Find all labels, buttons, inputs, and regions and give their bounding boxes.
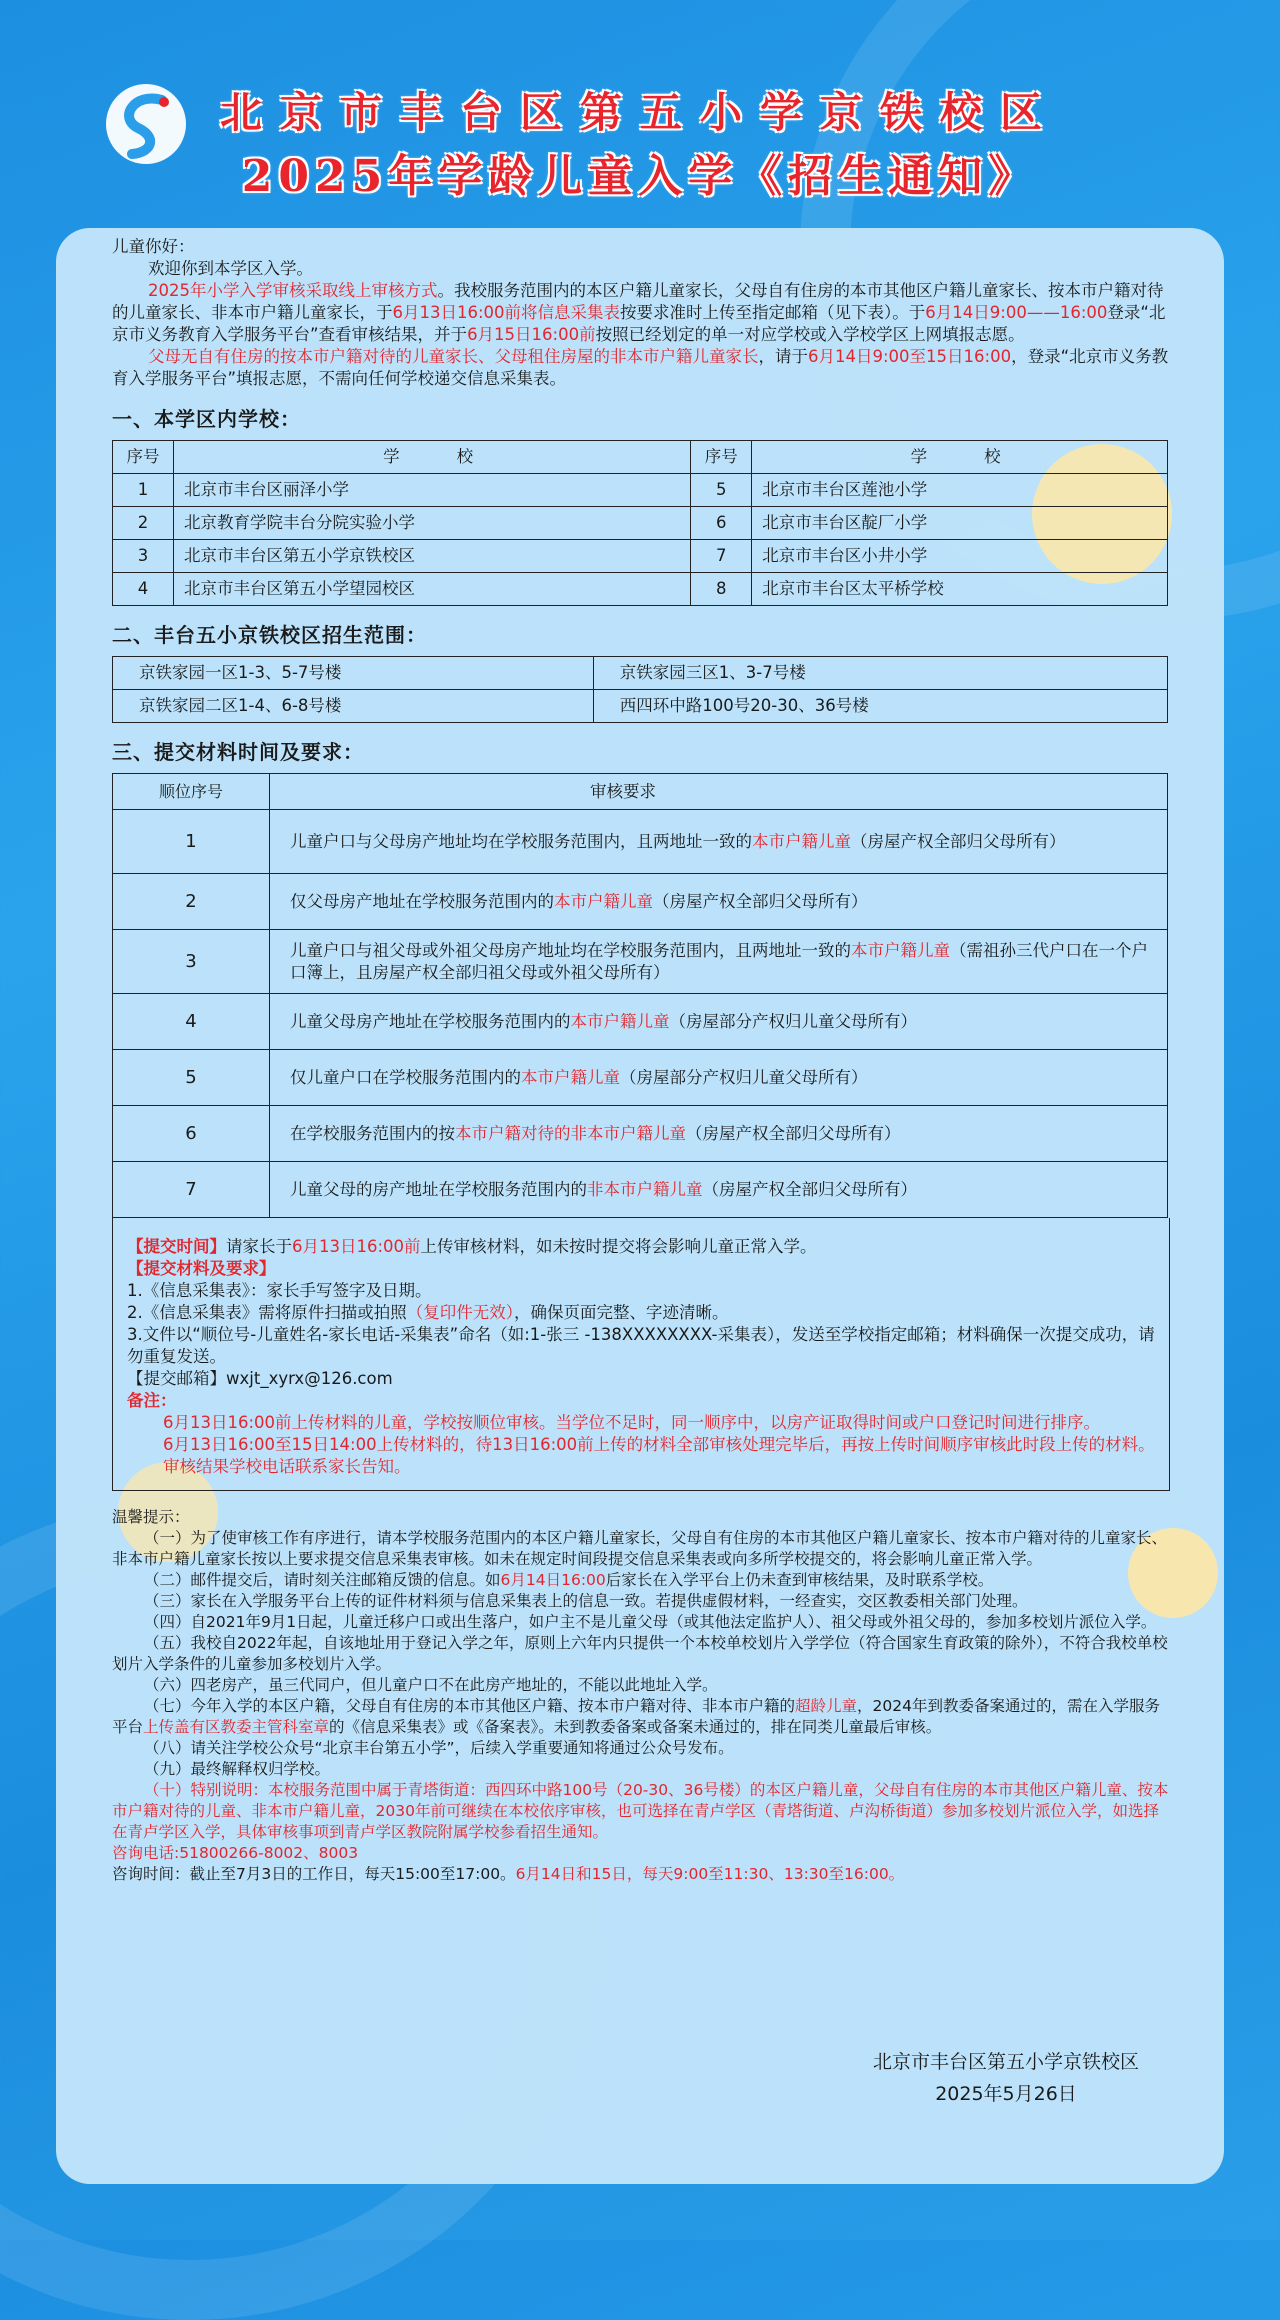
tip-item [112,1696,1172,1738]
req-text: 仅父母房产地址在学校服务范围内的 [290,891,554,911]
table-header-row [113,774,1168,810]
intro-text: 按照已经划定的单一对应学校或入学校学区上网填报志愿。 [595,325,1025,344]
req-highlight: 本市户籍儿童 [554,891,653,911]
welcome-line: 欢迎你到本学区入学。 [148,259,313,278]
highlight: 超龄儿童 [795,1697,858,1715]
signature [848,2046,1164,2110]
submit-time [127,1236,1155,1258]
highlight: （复印件无效） [406,1303,514,1322]
tip-item: （九）最终解释权归学校。 [144,1760,331,1778]
material-item: 1.《信息采集表》：家长手写签字及日期。 [127,1281,432,1300]
text: 2.《信息采集表》需将原件扫描或拍照 [127,1303,407,1322]
signature-org: 北京市丰台区第五小学京铁校区 [872,2051,1139,2073]
intro-highlight: 6月14日9:00——16:00 [925,303,1108,322]
intro-text: ，登录“北京市义务教育入学服务平台”填报志愿，不需向任何学校递交信息采集表。 [112,347,1169,388]
remark-label: 备注： [127,1391,177,1410]
table-row [113,507,1168,540]
table-cell: 2 [113,507,174,540]
text: ，确保页面完整、字迹清晰。 [514,1303,729,1322]
table-cell: 北京市丰台区靛厂小学 [752,507,1168,540]
text: 的《信息采集表》或《备案表》。未到教委备案或备案未通过的，排在同类儿童最后审核。 [329,1718,942,1736]
req-text: 儿童户口与祖父母或外祖父母房产地址均在学校服务范围内，且两地址一致的 [290,940,851,960]
column-header: 顺位序号 [113,774,270,810]
intro-text: 按要求准时上传至指定邮箱（见下表）。于 [620,303,926,322]
submission-notes [112,1218,1170,1491]
tip-item: （十）特别说明：本校服务范围中属于青塔街道：西四环中路100号（20-30、36号楼）的本区户籍儿童，父母自有住房的本市其他区户籍儿童、按本市户籍对待的儿童、非本市户籍儿童，2030年前可继续在本校依序审核，也可选择在青卢学区（青塔街道、卢沟桥街道）参加多校划片派位入学，如选择在青卢学区入学，具体审核事项到青卢学区教院附属学校参看招生通知。 [112,1781,1169,1841]
req-text: （房屋产权全部归父母所有） [686,1123,901,1143]
intro-highlight: 6月15日16:00前 [467,325,596,344]
table-row [113,1050,1168,1106]
table-row [113,474,1168,507]
req-text: （房屋部分产权归儿童父母所有） [669,1011,917,1031]
req-text: （房屋产权全部归父母所有） [653,891,868,911]
req-highlight: 本市户籍对待的非本市户籍儿童 [455,1123,686,1143]
table-cell: 5 [113,1050,270,1106]
column-header: 审核要求 [270,774,1168,810]
schools-table [112,440,1168,606]
req-text: （房屋产权全部归父母所有） [851,831,1066,851]
intro-highlight: 父母无自有住房的按本市户籍对待的儿童家长、父母租住房屋的非本市户籍儿童家长 [148,347,759,366]
notice-content [112,236,1172,1885]
table-cell: 3 [113,930,270,994]
column-header: 序号 [113,441,174,474]
table-cell: 西四环中路100号20-30、36号楼 [593,690,1167,723]
intro-text: 登录“北京市义务教育入学服务平台”查看审核结果，并于 [112,303,1166,344]
remark-item: 6月13日16:00前上传材料的儿童，学校按顺位审核。当学位不足时，同一顺序中，以房产证取得时间或户口登记时间进行排序。 [163,1413,1101,1432]
table-row [113,540,1168,573]
intro-highlight: 6月14日9:00至15日16:00 [808,347,1012,366]
page-subtitle: 2025年学龄儿童入学《招生通知》 [241,151,1039,202]
highlight: 6月13日16:00前 [292,1237,421,1256]
table-row [113,690,1168,723]
tip-item: （四）自2021年9月1日起，儿童迁移户口或出生落户，如户主不是儿童父母（或其他法定监护人）、祖父母或外祖父母的，参加多校划片派位入学。 [144,1613,1157,1631]
text: 请家长于 [226,1237,292,1256]
intro-paragraph-2 [112,346,1172,390]
intro-paragraph-1 [112,280,1172,346]
column-header: 序号 [691,441,752,474]
table-cell: 北京市丰台区第五小学京铁校区 [174,540,691,573]
intro-text: ，请于 [758,347,808,366]
table-row [113,657,1168,690]
req-text: 儿童户口与父母房产地址均在学校服务范围内，且两地址一致的 [290,831,752,851]
tip-item [112,1570,1172,1591]
highlight: 6月14日和15日，每天9:00至11:30、13:30至16:00。 [515,1865,905,1883]
table-cell: 北京市丰台区莲池小学 [752,474,1168,507]
table-cell: 5 [691,474,752,507]
range-table [112,656,1168,723]
table-cell: 1 [113,810,270,874]
req-highlight: 本市户籍儿童 [851,940,950,960]
signature-date: 2025年5月26日 [935,2083,1077,2105]
table-row [113,874,1168,930]
req-text: （需祖孙三代户口在一个户口簿上，且房屋产权全部归祖父母或外祖父母所有） [290,940,1148,982]
table-cell [270,1050,1168,1106]
table-cell [270,1162,1168,1218]
text: （七）今年入学的本区户籍，父母自有住房的本市其他区户籍、按本市户籍对待、非本市户籍的 [144,1697,796,1715]
material-item [127,1302,1155,1324]
column-header: 学 校 [752,441,1168,474]
table-cell: 6 [691,507,752,540]
table-cell: 2 [113,874,270,930]
req-highlight: 本市户籍儿童 [752,831,851,851]
table-cell [270,810,1168,874]
priority-table [112,773,1168,1218]
table-cell: 8 [691,573,752,606]
req-text: 儿童父母的房产地址在学校服务范围内的 [290,1179,587,1199]
table-cell: 京铁家园二区1-4、6-8号楼 [113,690,594,723]
req-text: （房屋部分产权归儿童父母所有） [620,1067,868,1087]
section-title-schools: 一、本学区内学校： [112,407,301,431]
table-cell [270,994,1168,1050]
req-text: 在学校服务范围内的按 [290,1123,455,1143]
tip-item: （三）家长在入学服务平台上传的证件材料须与信息采集表上的信息一致。若提供虚假材料，一经查实，交区教委相关部门处理。 [144,1592,1028,1610]
text: 上传审核材料，如未按时提交将会影响儿童正常入学。 [420,1237,817,1256]
highlight: 上传盖有区教委主管科室章 [143,1718,330,1736]
text: ，2024年到教委备案通过的，需在入学服务平台 [112,1697,1160,1736]
text: （二）邮件提交后，请时刻关注邮箱反馈的信息。如 [144,1571,501,1589]
intro-highlight: 2025年小学入学审核采取线上审核方式 [148,281,438,300]
tips-section [112,1507,1172,1885]
materials-label: 【提交材料及要求】 [127,1259,276,1278]
table-row [113,810,1168,874]
table-cell: 4 [113,994,270,1050]
req-text: 儿童父母房产地址在学校服务范围内的 [290,1011,571,1031]
tip-item: （八）请关注学校公众号“北京丰台第五小学”，后续入学重要通知将通过公众号发布。 [144,1739,734,1757]
section-title-range: 二、丰台五小京铁校区招生范围： [112,623,427,647]
table-cell: 3 [113,540,174,573]
text: 后家长在入学平台上仍未查到审核结果，及时联系学校。 [605,1571,994,1589]
req-highlight: 非本市户籍儿童 [587,1179,703,1199]
table-cell: 北京市丰台区小井小学 [752,540,1168,573]
req-highlight: 本市户籍儿童 [521,1067,620,1087]
table-cell: 北京市丰台区太平桥学校 [752,573,1168,606]
greeting: 儿童你好： [112,237,195,256]
table-cell [270,930,1168,994]
table-cell: 京铁家园一区1-3、5-7号楼 [113,657,594,690]
remark-item: 6月13日16:00至15日14:00上传材料的，待13日16:00前上传的材料全部审核处理完毕后，再按上传时间顺序审核此时段上传的材料。 [163,1435,1155,1454]
tip-item: （五）我校自2022年起，自该地址用于登记入学之年，原则上六年内只提供一个本校单校划片入学学位（符合国家生育政策的除外），不符合我校单校划片入学条件的儿童参加多校划片入学。 [112,1634,1168,1673]
label: 【提交时间】 [127,1237,226,1256]
req-highlight: 本市户籍儿童 [570,1011,670,1031]
text: 咨询时间：截止至7月3日的工作日，每天15:00至17:00。 [112,1865,516,1883]
req-text: 仅儿童户口在学校服务范围内的 [290,1067,521,1087]
table-header-row [113,441,1168,474]
table-cell: 1 [113,474,174,507]
table-row [113,1106,1168,1162]
page-title: 北京市丰台区第五小学京铁校区 [219,88,1060,137]
table-cell: 6 [113,1106,270,1162]
req-text: （房屋产权全部归父母所有） [702,1179,917,1199]
table-cell: 北京教育学院丰台分院实验小学 [174,507,691,540]
consult-phone: 咨询电话:51800266-8002、8003 [112,1844,359,1862]
table-cell: 7 [113,1162,270,1218]
tip-item: （六）四老房产，虽三代同户，但儿童户口不在此房产地址的，不能以此地址入学。 [144,1676,718,1694]
table-cell [270,1106,1168,1162]
column-header: 学 校 [174,441,691,474]
table-cell: 京铁家园三区1、3-7号楼 [593,657,1167,690]
table-cell: 4 [113,573,174,606]
table-cell: 北京市丰台区第五小学望园校区 [174,573,691,606]
table-cell: 7 [691,540,752,573]
tips-title: 温馨提示： [112,1508,190,1526]
highlight: 6月14日16:00 [500,1571,606,1589]
consult-hours [112,1864,1172,1885]
submit-email: 【提交邮箱】wxjt_xyrx@126.com [127,1369,393,1388]
intro-highlight: 6月13日16:00前将信息采集表 [392,303,621,322]
intro-text: 。我校服务范围内的本区户籍儿童家长，父母自有住房的本市其他区户籍儿童家长、按本市户籍对待的儿童家长、非本市户籍儿童家长，于 [112,281,1164,322]
table-row [113,1162,1168,1218]
table-row [113,994,1168,1050]
material-item: 3.文件以“顺位号-儿童姓名-家长电话-采集表”命名（如:1-张三 -138XXXXXXXX-采集表），发送至学校指定邮箱；材料确保一次提交成功，请勿重复发送。 [127,1325,1155,1366]
table-cell: 北京市丰台区丽泽小学 [174,474,691,507]
remark-item: 审核结果学校电话联系家长告知。 [163,1457,411,1476]
table-row [113,573,1168,606]
section-title-materials: 三、提交材料时间及要求： [112,740,364,764]
table-row [113,930,1168,994]
table-cell [270,874,1168,930]
tip-item: （一）为了使审核工作有序进行，请本学校服务范围内的本区户籍儿童家长，父母自有住房的本市其他区户籍儿童家长、按本市户籍对待的儿童家长、非本市户籍儿童家长按以上要求提交信息采集表审核。如未在规定时间段提交信息采集表或向多所学校提交的，将会影响儿童正常入学。 [112,1529,1168,1568]
